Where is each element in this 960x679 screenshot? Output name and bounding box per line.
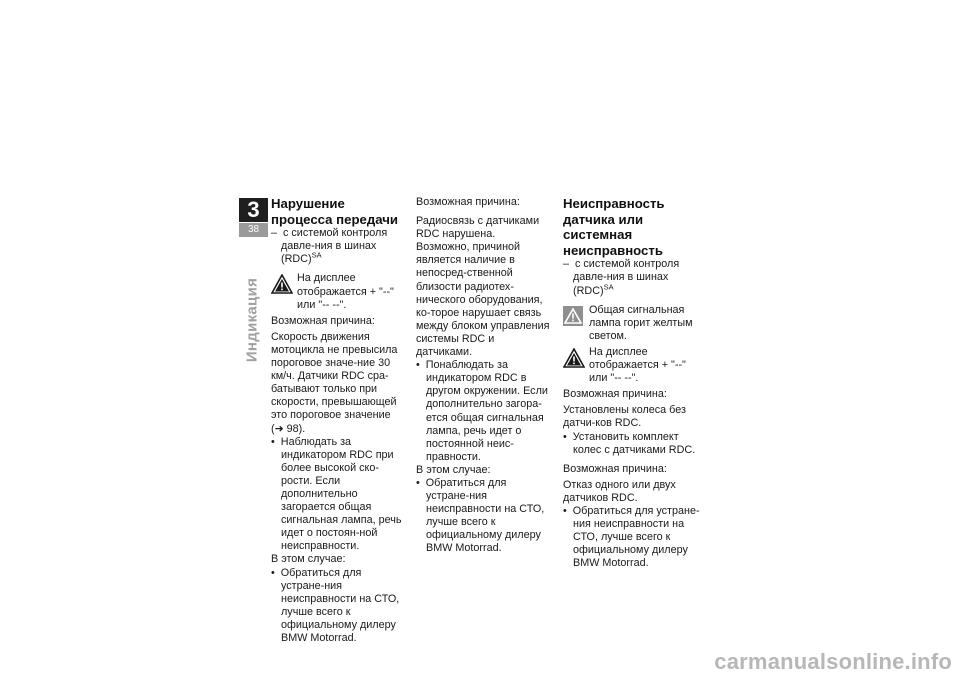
cause-text: Радиосвязь с датчиками RDC нарушена. Возможно, причиной является наличие в непосред-ственной близости радиотех-нического оборудования, ко-торое нарушает связь между блоком управления системы RDC и датчиками.	[416, 215, 550, 359]
cause-label: Возможная причина:	[563, 462, 667, 475]
display-note	[563, 346, 700, 385]
case-label: В этом случае:	[271, 553, 346, 566]
heading-transmission-fault: Нарушение процесса передачи	[271, 196, 399, 227]
bullet-item: • Понаблюдать за индикатором RDC в другом окружении. Если дополнительно загора-ется общая сигнальная лампа, речь идет о постоянной неис-правности.	[416, 359, 548, 463]
page-number: 38	[239, 223, 268, 237]
lamp-note	[563, 304, 700, 343]
cause-label: Возможная причина:	[416, 196, 520, 208]
watermark: carmanualsonline.info	[714, 649, 952, 674]
bullet-item: • Обратиться для устране-ния неисправности на СТО, лучше всего к официальному дилеру BMW Motorrad.	[563, 504, 700, 570]
bullet-item: • Установить комплект колес с датчиками RDC.	[563, 430, 696, 456]
bullet-item: • Обратиться для устране-ния неисправности на СТО, лучше всего к официальному дилеру BMW Motorrad.	[271, 566, 400, 644]
cause-label: Возможная причина:	[563, 388, 667, 401]
bullet-item: • Обратиться для устране-ния неисправности на СТО, лучше всего к официальному дилеру BMW Motorrad.	[416, 476, 545, 555]
display-note-text: На дисплее отображается + "--" или "-- --".	[589, 345, 686, 385]
heading-sensor-fault: Неисправность датчика или системная неисправность	[563, 196, 665, 258]
column-2	[416, 196, 551, 556]
column-1	[271, 196, 404, 645]
case-label: В этом случае:	[416, 463, 491, 476]
dash-item-rdc: – с системой контроля давле-ния в шинах (RDC)$^{SA}$	[271, 227, 388, 266]
cause-text: Установлены колеса без датчи-ков RDC.	[563, 404, 686, 430]
dash-item-rdc: – с системой контроля давле-ния в шинах (RDC)$^{SA}$	[563, 258, 680, 297]
column-3	[563, 196, 700, 570]
cause-text: Отказ одного или двух датчиков RDC.	[563, 478, 676, 504]
section-label: Индикация	[243, 277, 261, 363]
chapter-number: 3	[239, 198, 268, 222]
warning-triangle-icon	[271, 274, 293, 294]
cause-label: Возможная причина:	[271, 314, 375, 327]
lamp-note-text: Общая сигнальная лампа горит желтым светом.	[589, 303, 693, 342]
display-note	[271, 272, 404, 311]
bullet-item: • Наблюдать за индикатором RDC при более высокой ско-рости. Если дополнительно загорается общая сигнальная лампа, речь идет о постоян-ной неисправности.	[271, 435, 402, 553]
chapter-tab	[239, 198, 268, 237]
display-note-text: На дисплее отображается + "--" или "-- --".	[297, 272, 394, 311]
general-warning-lamp-icon	[563, 306, 583, 326]
cause-text: Скорость движения мотоцикла не превысила пороговое значе-ние 30 км/ч. Датчики RDC сра-батывают только при скорости, превышающей это пороговое значение (➜ 98).	[271, 330, 398, 435]
warning-triangle-icon	[563, 348, 585, 368]
